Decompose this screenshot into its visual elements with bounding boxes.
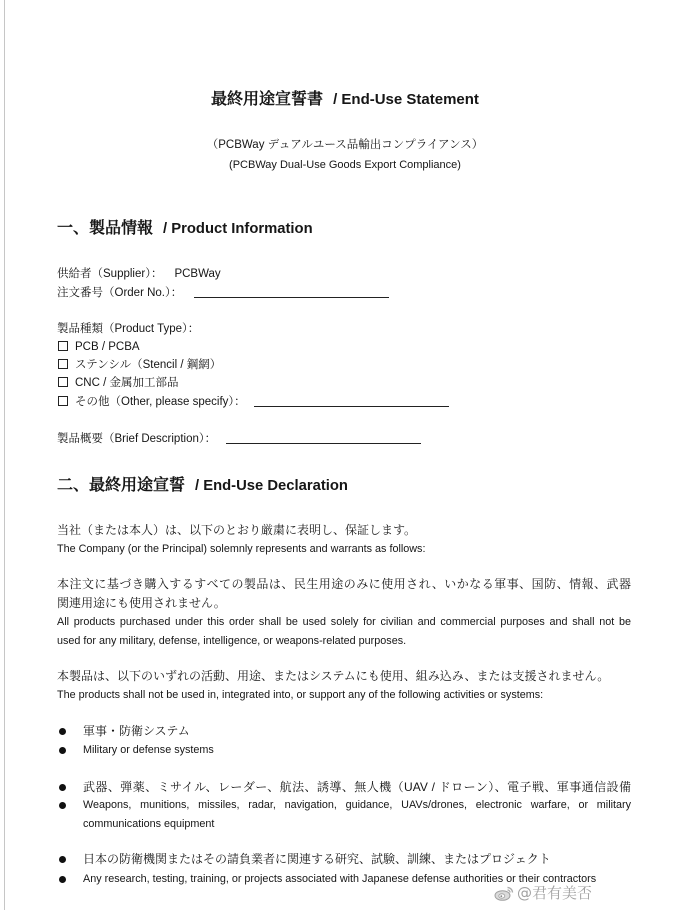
checkbox-icon (58, 396, 68, 406)
watermark-text: @君有美否 (517, 884, 593, 902)
prohibited-use-en: communications equipment (83, 818, 215, 830)
supplier-label: 供給者（Supplier）： (57, 268, 163, 280)
heading-jp: 二、最終用途宣誓 (57, 477, 186, 494)
brief-description-blank (226, 432, 421, 444)
option-label: ステンシル（Stencil / 鋼網） (75, 359, 222, 371)
order-no-blank (194, 286, 389, 298)
bullet-icon (59, 876, 66, 883)
section-heading-product-information (57, 218, 313, 240)
supplier-value: PCBWay (174, 268, 221, 280)
prohibited-use-jp: 武器、弾薬、ミサイル、レーダー、航法、誘導、無人機（UAV / ドローン）、電子戦、軍事通信設備 (83, 780, 631, 794)
bullet-icon (59, 856, 66, 863)
checkbox-icon (58, 377, 68, 387)
option-label: その他（Other, please specify）： (75, 396, 246, 408)
paragraph-line-en: The products shall not be used in, integrated into, or support any of the following activities or systems: (57, 689, 544, 701)
title-jp: 最終用途宣誓書 (211, 91, 324, 108)
bullet-icon (59, 747, 66, 754)
bullet-icon (59, 802, 66, 809)
supplier-row (57, 265, 221, 283)
prohibited-use-en: Weapons, munitions, missiles, radar, navigation, guidance, UAVs/drones, electronic warfare, or military (83, 799, 631, 811)
heading-en: / Product Information (163, 221, 313, 237)
option-label: PCB / PCBA (75, 341, 140, 353)
heading-jp: 一、製品情報 (57, 220, 154, 237)
prohibited-use-jp: 日本の防衛機関またはその請負業者に関連する研究、試験、訓練、またはプロジェクト (83, 852, 551, 866)
title-en: / End-Use Statement (333, 91, 479, 108)
checkbox-icon (58, 341, 68, 351)
paragraph-line-en: The Company (or the Principal) solemnly represents and warrants as follows: (57, 543, 426, 555)
weibo-logo-icon (494, 885, 514, 901)
product-type-option (57, 356, 221, 374)
paragraph-line-jp: 本製品は、以下のいずれの活動、用途、またはシステムにも使用、組み込み、または支援されません。 (57, 669, 610, 683)
product-type-option (57, 338, 140, 356)
watermark (494, 883, 592, 903)
prohibited-use-en: Military or defense systems (83, 744, 214, 756)
document-title (0, 89, 690, 111)
paragraph-line-en: All products purchased under this order shall be used solely for civilian and commercial purposes and shall not be (57, 616, 631, 628)
paragraph-line-en: used for any military, defense, intelligence, or weapons-related purposes. (57, 635, 407, 647)
option-label: CNC / 金属加工部品 (75, 377, 179, 389)
paragraph-line-jp: 当社（または本人）は、以下のとおり厳粛に表明し、保証します。 (57, 523, 417, 537)
product-type-option (57, 393, 449, 411)
subtitle-jp: （PCBWay デュアルユース品輸出コンプライアンス） (206, 139, 484, 151)
prohibited-use-en: Any research, testing, training, or projects associated with Japanese defense authorities or their contractors (83, 873, 597, 885)
other-specify-blank (254, 395, 449, 407)
order-no-row (57, 284, 389, 302)
prohibited-use-jp: 軍事・防衛システム (83, 724, 190, 738)
product-type-option (57, 374, 179, 392)
order-no-label: 注文番号（Order No.）： (57, 287, 183, 299)
brief-description-row (57, 430, 421, 448)
heading-en: / End-Use Declaration (195, 478, 348, 494)
paragraph-line-jp: 関連用途にも使用されません。 (57, 596, 226, 610)
paragraph-line-jp: 本注文に基づき購入するすべての製品は、民生用途のみに使用され、いかなる軍事、国防、情報、武器 (57, 577, 631, 591)
bullet-icon (59, 784, 66, 791)
section-heading-end-use-declaration (57, 475, 348, 497)
product-type-label: 製品種類（Product Type）： (57, 323, 200, 335)
subtitle-en: (PCBWay Dual-Use Goods Export Compliance) (229, 159, 461, 171)
checkbox-icon (58, 359, 68, 369)
bullet-icon (59, 728, 66, 735)
brief-description-label: 製品概要（Brief Description）： (57, 433, 217, 445)
